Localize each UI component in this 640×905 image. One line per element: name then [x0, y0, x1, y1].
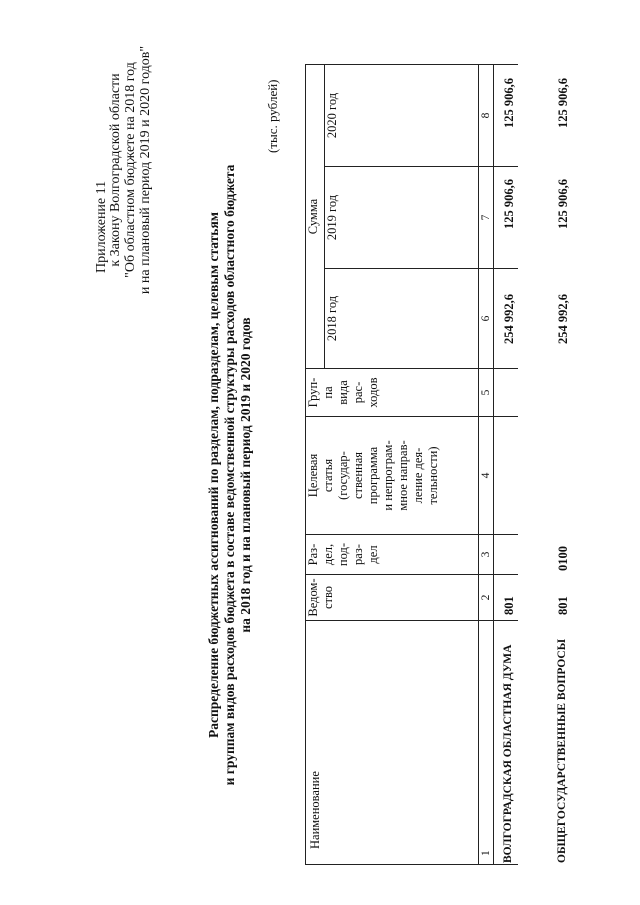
- column-number: 7: [479, 167, 494, 269]
- header-line: Целевая: [306, 453, 320, 498]
- header-line: программа: [366, 446, 380, 505]
- header-line: ходов: [366, 377, 380, 408]
- column-number: 3: [479, 535, 494, 575]
- header-year-2018: 2018 год: [325, 269, 479, 369]
- row-ved: 801: [556, 596, 570, 615]
- header-name: [306, 621, 479, 865]
- column-number: 8: [479, 64, 494, 166]
- law-reference: [108, 20, 153, 320]
- header-line: рас-: [351, 381, 365, 404]
- units-label: (тыс. рублей): [265, 79, 280, 153]
- header-line: дел,: [321, 543, 335, 566]
- header-line: Ведом-: [306, 578, 320, 617]
- row-razdel: 0100: [556, 546, 570, 571]
- header-line: дел: [366, 545, 380, 564]
- header-year-2019: 2019 год: [325, 167, 479, 269]
- row-sum-2018: 254 992,6: [502, 294, 516, 344]
- header-row: [306, 64, 325, 864]
- header-group: [306, 369, 479, 417]
- column-number: 1: [479, 621, 494, 865]
- column-number: 4: [479, 417, 494, 535]
- header-line: ление дея-: [411, 447, 425, 504]
- header-line: раз-: [351, 544, 365, 565]
- budget-table: [305, 64, 518, 865]
- column-number: 6: [479, 269, 494, 369]
- row-name: ОБЩЕГОСУДАРСТВЕННЫЕ ВОПРОСЫ: [556, 638, 568, 863]
- column-number: 2: [479, 575, 494, 621]
- row-sum-2020: 125 906,6: [556, 78, 570, 128]
- column-number-row: [479, 64, 494, 864]
- row-name: ВОЛГОГРАДСКАЯ ОБЛАСТНАЯ ДУМА: [502, 644, 514, 863]
- document-title: [206, 85, 254, 865]
- title-line: Распределение бюджетных ассигнований по разделам, подразделам, целевым статьям: [206, 212, 221, 738]
- row-ved: 801: [502, 596, 516, 615]
- law-line: к Закону Волгоградской области: [108, 73, 123, 267]
- header-line: (государ-: [336, 451, 350, 500]
- header-year-2020: 2020 год: [325, 64, 479, 166]
- table-row: [556, 65, 576, 865]
- row-sum-2018: 254 992,6: [556, 294, 570, 344]
- header-line: Раз-: [306, 543, 320, 566]
- row-sum-2019: 125 906,6: [502, 179, 516, 229]
- appendix-number: Приложение 11: [94, 180, 109, 273]
- title-line: и группам видов расходов бюджета в составе ведомственной структуры расходов областного бюджета: [222, 164, 237, 786]
- column-number: 5: [479, 369, 494, 417]
- header-line: Груп-: [306, 377, 320, 408]
- header-target: [306, 417, 479, 535]
- header-line: вида: [336, 380, 350, 405]
- header-line: статья: [321, 458, 335, 493]
- header-ved: [306, 575, 479, 621]
- row-sum-2020: 125 906,6: [502, 78, 516, 128]
- header-line: ство: [321, 585, 335, 610]
- header-line: па: [321, 386, 335, 399]
- header-name-label: Наименование: [308, 771, 322, 849]
- header-line: мное направ-: [396, 440, 410, 511]
- table-row: [502, 65, 522, 865]
- header-line: ственная: [351, 451, 365, 500]
- header-razdel: [306, 535, 479, 575]
- header-line: под-: [336, 542, 350, 567]
- title-line: на 2018 год и на плановый период 2019 и 2020 годов: [238, 317, 253, 633]
- row-sum-2019: 125 906,6: [556, 179, 570, 229]
- law-line: и на плановый период 2019 и 2020 годов": [138, 45, 153, 295]
- header-line: и непрограм-: [381, 440, 395, 511]
- header-sum: Сумма: [306, 64, 325, 368]
- law-line: "Об областном бюджете на 2018 год: [123, 62, 138, 278]
- header-line: тельности): [426, 446, 440, 505]
